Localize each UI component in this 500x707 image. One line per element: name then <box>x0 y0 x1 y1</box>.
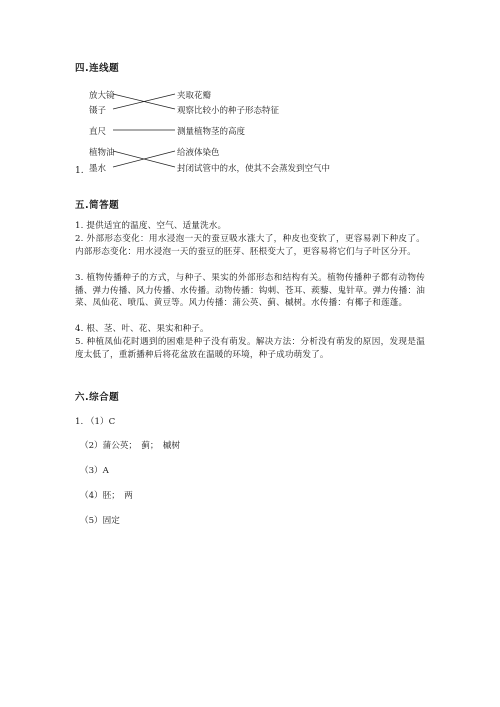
section-6-title: 六.综合题 <box>75 392 120 403</box>
match-left-item: 镊子 <box>89 106 107 116</box>
answer-line: （4）胚； 两 <box>80 491 133 501</box>
section-5-title: 五.简答题 <box>75 200 120 211</box>
match-left-item: 直尺 <box>89 127 107 137</box>
match-left-item: 墨水 <box>89 164 107 174</box>
match-right-item: 观察比较小的种子形态特征 <box>177 106 280 116</box>
section-4-title: 四.连线题 <box>75 63 120 74</box>
match-right-item: 夹取花瓣 <box>177 91 212 101</box>
match-right-item: 测量植物茎的高度 <box>177 127 246 137</box>
match-left-item: 植物油 <box>89 148 115 158</box>
matching-question <box>75 85 365 185</box>
answer-paragraph: 5. 种植凤仙花时遇到的困难是种子没有萌发。解决方法：分析没有萌发的原因，发现是温度太低了，重新播种后将花盆放在温暖的环境，种子成功萌发了。 <box>75 337 425 360</box>
answer-line: （2）蒲公英； 蓟； 槭树 <box>80 441 180 451</box>
match-left-item: 放大镜 <box>89 91 115 101</box>
answer-line: （5）固定 <box>80 516 120 526</box>
answer-paragraph: 3. 植物传播种子的方式，与种子、果实的外部形态和结构有关。植物传播种子都有动物传播、弹力传播、风力传播、水传播。动物传播：钩刺、苍耳、蒺藜、鬼针草。弹力传播：油菜、凤仙花、喷瓜、黄豆等。风力传播：蒲公英、蓟、槭树。水传播：有椰子和莲蓬。 <box>75 273 425 308</box>
question-number: 1. <box>75 166 84 176</box>
match-right-item: 给液体染色 <box>177 148 220 158</box>
match-right-item: 封闭试管中的水，使其不会蒸发到空气中 <box>177 164 331 174</box>
answer-paragraph: 4. 根、茎、叶、花、果实和种子。 <box>75 324 209 334</box>
answer-paragraph: 1. 提供适宜的温度、空气、适量洗水。 <box>75 221 227 231</box>
answer-line: （3）A <box>80 466 109 476</box>
answer-line: 1. （1）C <box>75 417 116 427</box>
answer-paragraph: 2. 外部形态变化：用水浸泡一天的蚕豆吸水涨大了，种皮也变软了，更容易剥下种皮了。内部形态变化：用水浸泡一天的蚕豆的胚芽、胚根变大了，更容易将它们与子叶区分开。 <box>75 234 425 257</box>
